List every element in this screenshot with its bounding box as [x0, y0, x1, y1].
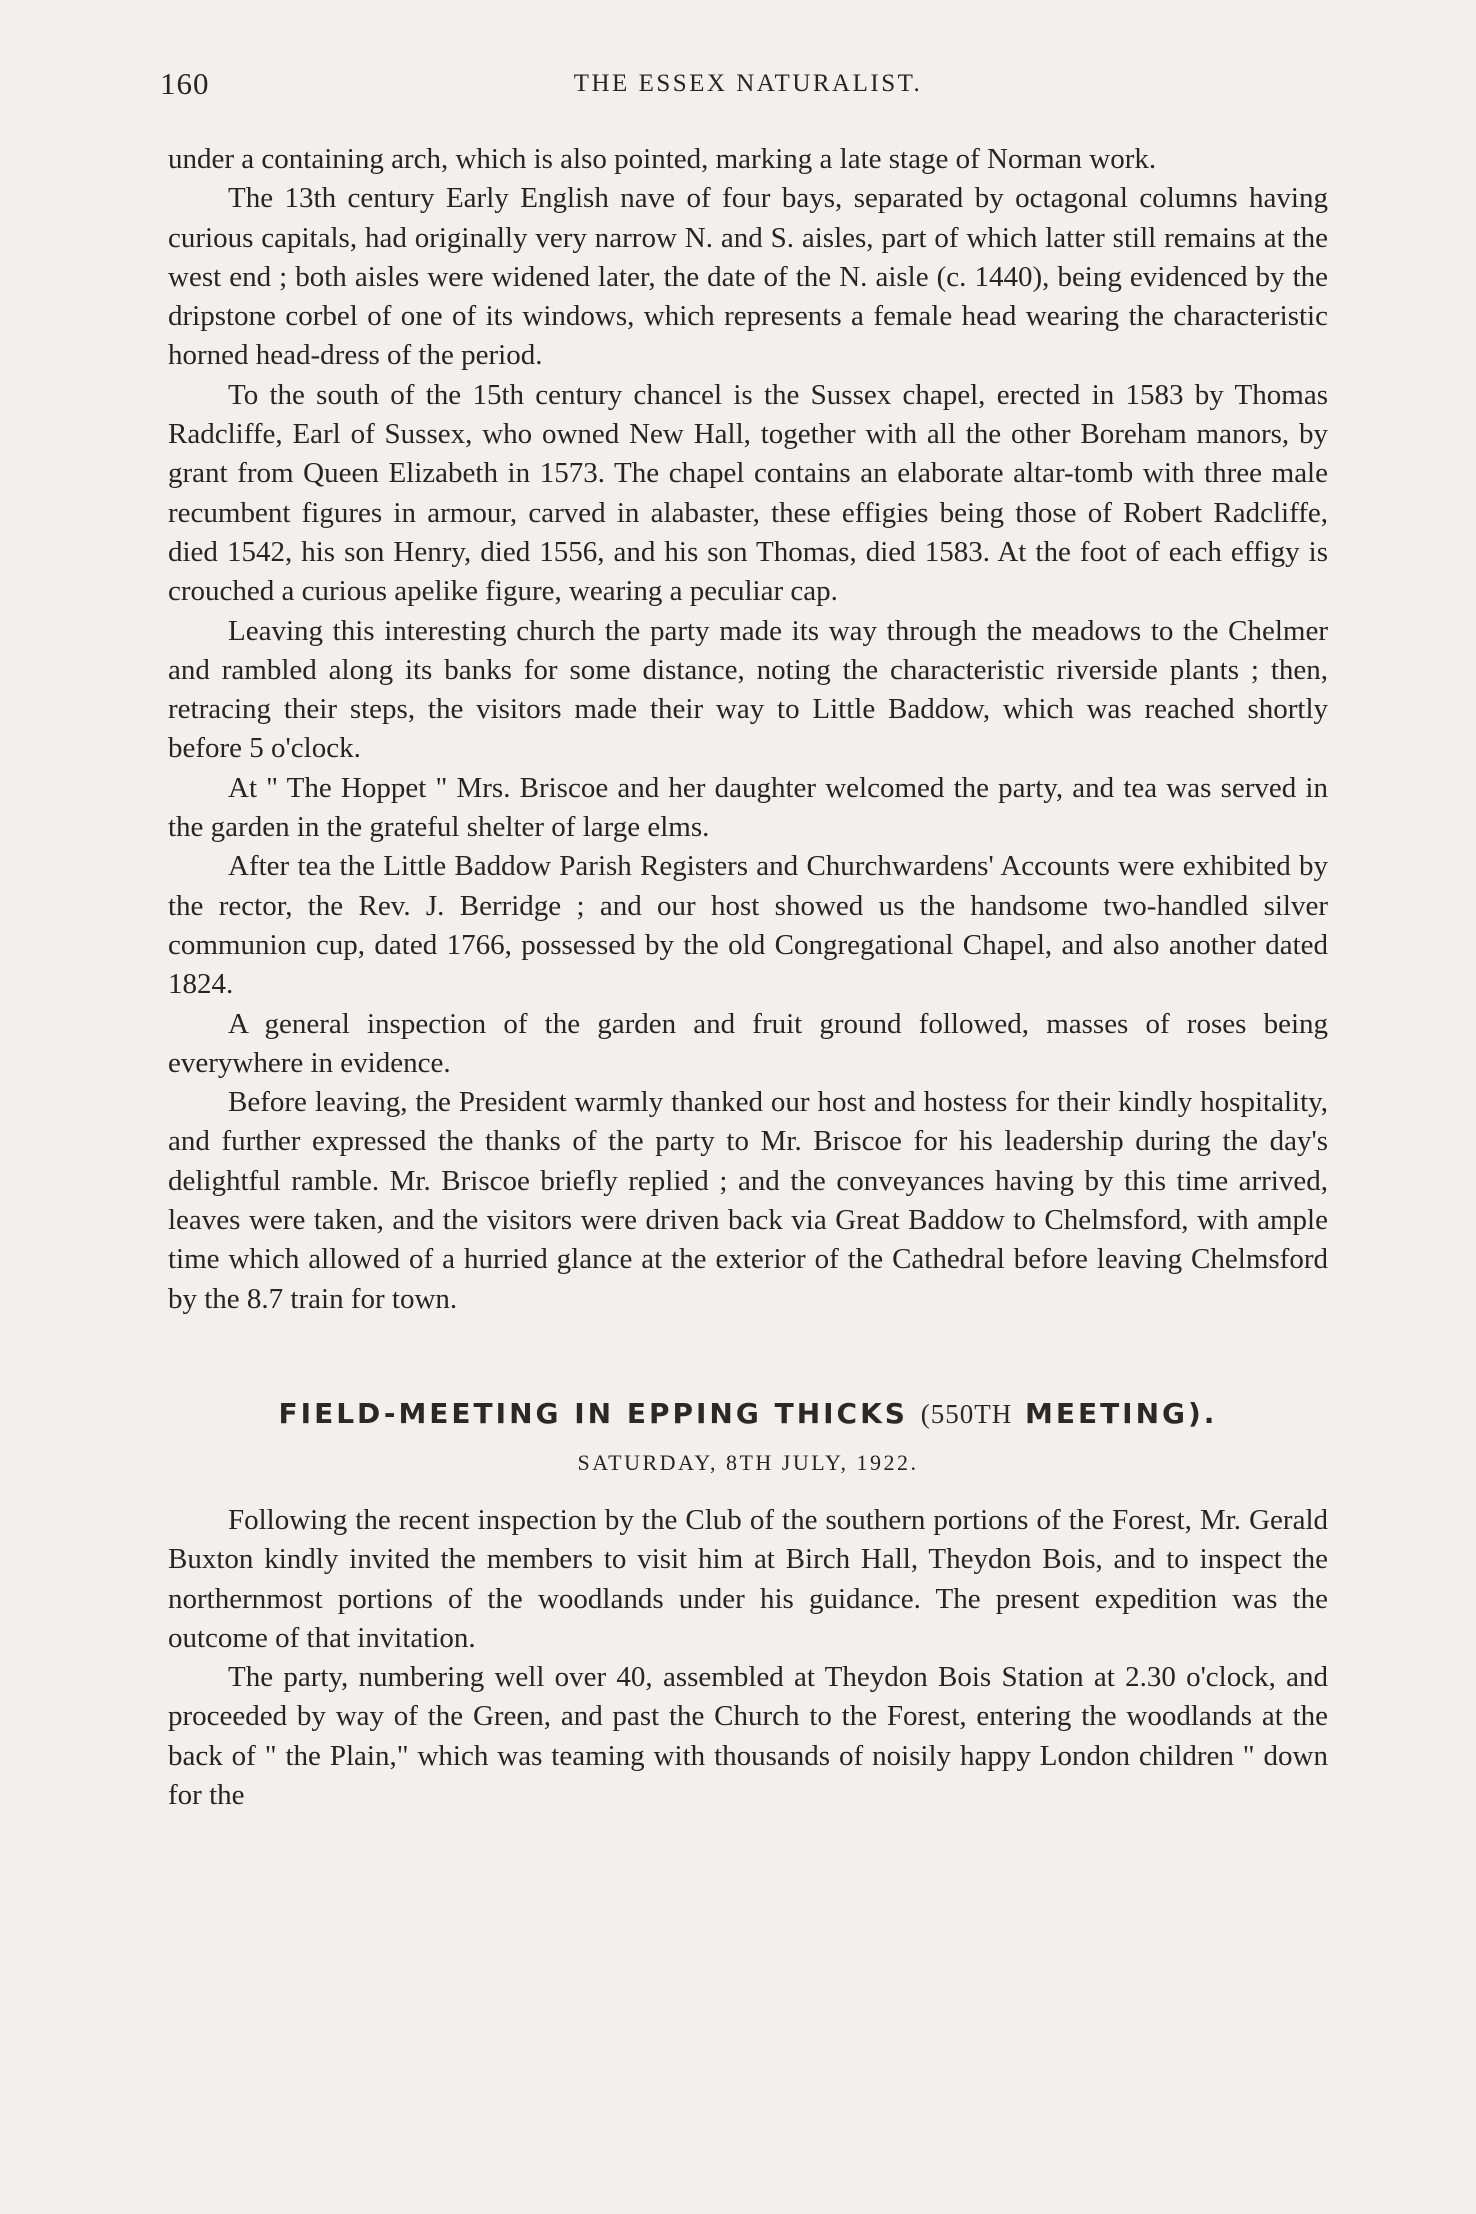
paragraph: At " The Hoppet " Mrs. Briscoe and her daughter welcomed the party, and tea was served in the garden in the grateful shelter of large elms. [168, 771, 1328, 844]
section-date: SATURDAY, 8TH JULY, 1922. [577, 1449, 919, 1475]
page-number: 160 [160, 66, 210, 101]
paragraph: The party, numbering well over 40, assembled at Theydon Bois Station at 2.30 o'clock, and proceeded by way of the Green, and past the Church to the Forest, entering the woodlands at the back of " the Plain," which was teaming with thousands of noisily happy London children " down for the [168, 1661, 1328, 1811]
page-body [168, 140, 1328, 1815]
section-heading-main: FIELD-MEETING IN EPPING THICKS [278, 1396, 908, 1430]
paragraph: Following the recent inspection by the Club of the southern portions of the Forest, Mr. Gerald Buxton kindly invited the members to visit him at Birch Hall, Theydon Bois, and to inspect the northernmost portions of the woodlands under his guidance. The present expedition was the outcome of that invitation. [168, 1503, 1328, 1654]
paragraph: Leaving this interesting church the party made its way through the meadows to the Chelmer and rambled along its banks for some distance, noting the characteristic riverside plants ; then, retracing their steps, the visitors made their way to Little Baddow, which was reached shortly before 5 o'clock. [168, 614, 1328, 765]
page-header [160, 66, 1336, 112]
running-title: THE ESSEX NATURALIST. [573, 70, 923, 97]
paragraph: To the south of the 15th century chancel is the Sussex chapel, erected in 1583 by Thomas Radcliffe, Earl of Sussex, who owned New Hall, together with all the other Boreham manors, by grant from Queen Elizabeth in 1573. The chapel contains an elaborate altar-tomb with three male recumbent figures in armour, carved in alabaster, these effigies being those of Robert Radcliffe, died 1542, his son Henry, died 1556, and his son Thomas, died 1583. At the foot of each effigy is crouched a curious apelike figure, wearing a peculiar cap. [168, 378, 1328, 608]
paragraph: The 13th century Early English nave of four bays, separated by octagonal columns having curious capitals, had originally very narrow N. and S. aisles, part of which latter still remains at the west end ; both aisles were widened later, the date of the N. aisle (c. 1440), being evidenced by the dripstone corbel of one of its windows, which represents a female head wearing the characteristic horned head-dress of the period. [168, 182, 1328, 372]
paragraph: A general inspection of the garden and fruit ground followed, masses of roses being everywhere in evidence. [168, 1007, 1328, 1079]
paragraph: under a containing arch, which is also pointed, marking a late stage of Norman work. [168, 143, 1157, 175]
paragraph: Before leaving, the President warmly thanked our host and hostess for their kindly hospitality, and further expressed the thanks of the party to Mr. Briscoe for his leadership during the day's delightful ramble. Mr. Briscoe briefly replied ; and the conveyances having by this time arrived, leaves were taken, and the visitors were driven back via Great Baddow to Chelmsford, with ample time which allowed of a hurried glance at the exterior of the Cathedral before leaving Chelmsford by the 8.7 train for town. [168, 1086, 1328, 1315]
section-heading [168, 1393, 1328, 1435]
section-heading-number: (550TH [920, 1398, 1013, 1429]
paragraph: After tea the Little Baddow Parish Registers and Churchwardens' Accounts were exhibited by the rector, the Rev. J. Berridge ; and our host showed us the handsome two-handled silver communion cup, dated 1766, possessed by the old Congregational Chapel, and also another dated 1824. [168, 850, 1328, 1001]
section-heading-end: MEETING). [1024, 1396, 1218, 1430]
